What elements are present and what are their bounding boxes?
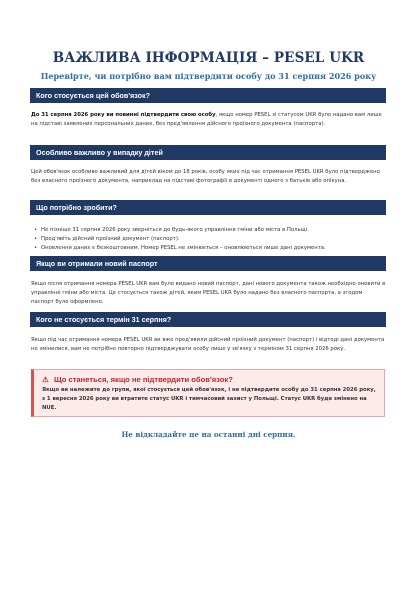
section-header-todo: Що потрібно зробити? — [30, 200, 386, 215]
todo-list — [31, 226, 386, 252]
warning-triangle-icon: ⚠ — [42, 375, 49, 384]
list-item: • Оновлення даних є безкоштовним. Номер PESEL не змінюється – оновлюються лише дані документа. — [31, 244, 386, 253]
section-children-paragraph: Цей обов'язок особливо важливий для дітей віком до 18 років, особу яких під час отримання PESEL UKR було підтверджено без власного проїзного документа, наприклад на підставі фотографії в документі одного з батьків або опікуна. — [31, 169, 380, 184]
section-header-new-passport: Якщо ви отримали новий паспорт — [30, 256, 386, 271]
section-not-applicable-paragraph: Якщо під час отримання номера PESEL UKR ви вже пред'явили дійсний проїзний документ (паспорт) і відтоді дані документа не змінилися, вам не потрібно повторно підтверджувати особу лише у зв'язку з терміном 31 серпня 2026 року. — [31, 337, 385, 352]
warning-box — [31, 369, 385, 417]
section-header-children: Особливо важливо у випадку дітей — [30, 145, 386, 160]
list-item: • Пред'явіть дійсний проїзний документ (паспорт). — [31, 235, 386, 244]
footer-note: Не відкладайте це на останні дні серпня. — [121, 430, 296, 439]
section-who-paragraph — [31, 111, 386, 129]
page-title: ВАЖЛИВА ІНФОРМАЦІЯ – PESEL UKR — [52, 50, 365, 66]
section-header-not-applicable: Кого не стосується термін 31 серпня? — [30, 312, 386, 327]
page-subtitle: Перевірте, чи потрібно вам підтвердити особу до 31 серпня 2026 року — [40, 71, 377, 81]
list-item: • Не пізніше 31 серпня 2026 року зверніться до будь-якого управління гміни або міста в Польщі. — [31, 226, 386, 235]
section-who-emphasis: До 31 серпня 2026 року ви повинні підтвердити свою особу — [31, 112, 216, 118]
warning-title-text: Що станеться, якщо не підтвердити обов'язок? — [54, 375, 233, 384]
section-new-passport-paragraph: Якщо після отримання номера PESEL UKR вам було видано новий паспорт, дані нового документа також необхідно оновити в управлінні гміни або міста. Це стосується також дітей, яким PESEL UKR було надано без власного паспорта, а згодом паспорт було оформлено. — [31, 281, 386, 305]
section-who-text: , якщо номер PESEL зі статусом UKR було надано вам лише на підставі заявлених персональних даних, без пред'явлення дійсного проїзного документа (паспорта). — [31, 112, 382, 127]
section-header-who: Кого стосується цей обов'язок? — [30, 88, 386, 103]
warning-text: Якщо ви належите до групи, якої стосується цей обов'язок, і не підтвердите особу до 31 серпня 2026 року, з 1 вересня 2026 року ви втратите статус UKR і тимчасовий захист у Польщі. Статус UKR буде змінено на NUE. — [42, 387, 376, 411]
warning-title — [42, 375, 233, 384]
